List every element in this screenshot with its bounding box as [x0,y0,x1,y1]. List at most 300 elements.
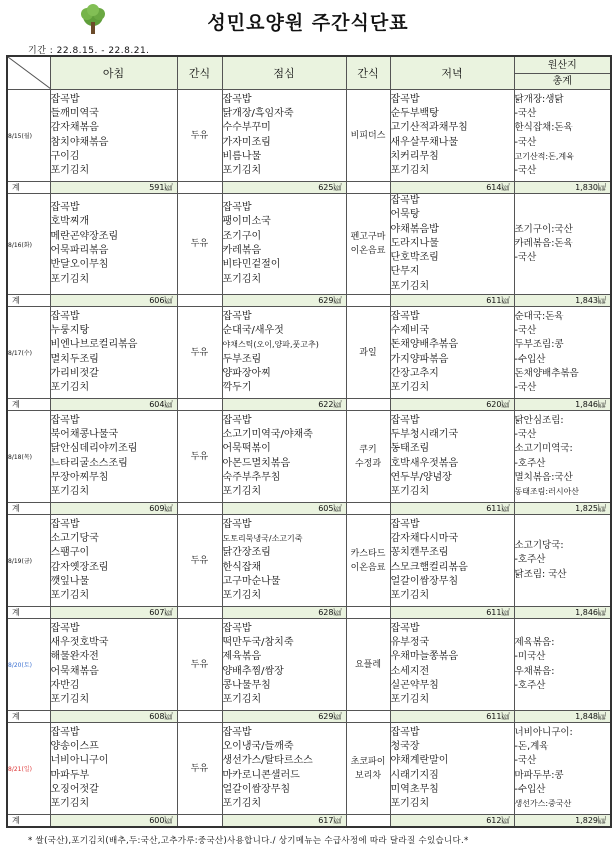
snack2 [346,90,390,182]
breakfast-menu [50,411,177,503]
origin-info [514,619,611,711]
breakfast-menu-item: 포기김치 [50,798,90,810]
lunch-menu-item: 포기김치 [222,798,262,810]
dinner-kcal: 620㎉ [390,399,514,411]
dinner-menu-item: 잡곡밥 [390,93,420,105]
origin-info-item: -호주산 [514,679,546,691]
day-row [7,411,611,503]
lunch-kcal: 629㎉ [222,711,346,723]
dinner-menu-item: 동태조림 [390,443,430,455]
breakfast-menu-item: 잡곡밥 [50,726,80,738]
snack2-line: 보리차 [354,770,382,781]
snack2-header: 간식 [346,56,390,90]
lunch-kcal: 628㎉ [222,607,346,619]
origin-info-item: 너비아니구이: [514,726,573,738]
dinner-menu-item: 우채마늘쫑볶음 [390,651,459,663]
origin-info-item: -국산 [514,107,537,119]
lunch-menu-item: 가자미조림 [222,136,271,148]
lunch-menu-item: 양파장아찌 [222,367,271,379]
dinner-menu-item: 단호박조림 [390,252,439,264]
breakfast-menu [50,90,177,182]
dinner-menu-item: 시래기지짐 [390,769,439,781]
lunch-menu-item: 조기구이 [222,230,262,242]
breakfast-menu-item: 가리비젓갈 [50,367,99,379]
snack2-line: 수정과 [354,458,382,469]
breakfast-menu-item: 구이김 [50,150,80,162]
breakfast-menu-item: 스팸구이 [50,547,90,559]
origin-info-item: -국산 [514,136,537,148]
dinner-kcal: 614㎉ [390,182,514,194]
dinner-menu-item: 단무지 [390,266,420,278]
kcal-label: 계 [7,399,50,411]
dinner-menu [390,194,514,295]
lunch-menu-item: 잡곡밥 [222,622,252,634]
breakfast-kcal: 606㎉ [50,295,177,307]
lunch-menu-item: 깍두기 [222,382,252,394]
lunch-menu [222,723,346,815]
snack2 [346,619,390,711]
breakfast-menu-item: 들깨미역국 [50,107,99,119]
breakfast-kcal: 591㎉ [50,182,177,194]
snack2 [346,307,390,399]
lunch-menu-item: 잡곡밥 [222,726,252,738]
dinner-menu-item: 실곤약무침 [390,679,439,691]
origin-info-item: -국산 [514,755,537,767]
breakfast-kcal: 600㎉ [50,815,177,828]
lunch-menu-item: 양배추찜/쌈장 [222,665,284,677]
lunch-menu-item: 닭개장/흑임자죽 [222,107,294,119]
snack2 [346,515,390,607]
footer-note: * 쌀(국산),포기김치(배추,두:국산,고추가루:중국산)사용합니다./ 상기메뉴는 수급사정에 따라 달라질 수있습니다.* [28,836,469,846]
lunch-kcal: 617㎉ [222,815,346,828]
dinner-menu-item: 수제비국 [390,324,430,336]
lunch-menu-item: 포기김치 [222,486,262,498]
day-row [7,515,611,607]
lunch-menu-item: 카레볶음 [222,245,262,257]
breakfast-menu-item: 포기김치 [50,273,90,285]
dinner-menu-item: 포기김치 [390,590,430,602]
dinner-menu-item: 순두부백탕 [390,107,439,119]
origin-info-item: -국산 [514,165,537,177]
lunch-menu-item: 생선가스/탈타르소스 [222,755,313,767]
kcal-blank [346,399,390,411]
period: 기간 : 22.8.15. - 22.8.21. [28,46,150,56]
snack1 [177,619,222,711]
kcal-blank [346,295,390,307]
dinner-menu-item: 간장고추지 [390,367,439,379]
breakfast-menu-item: 참치야채볶음 [50,136,109,148]
dinner-menu-item: 스모크햄컬리볶음 [390,561,468,573]
day-row [7,194,611,295]
origin-info-item: -국산 [514,324,537,336]
snack1-header: 간식 [177,56,222,90]
snack1-line: 두유 [190,763,209,774]
dinner-kcal: 611㎉ [390,295,514,307]
origin-info-item: 생선가스:중국산 [514,799,572,809]
origin-info [514,194,611,295]
kcal-label: 계 [7,607,50,619]
dinner-kcal: 612㎉ [390,815,514,828]
origin-header [514,56,611,90]
lunch-menu-item: 고구마순나물 [222,575,281,587]
lunch-menu [222,307,346,399]
origin-info-item: -미국산 [514,651,546,663]
snack2 [346,723,390,815]
lunch-menu-item: 콩나물무침 [222,679,271,691]
snack2-line: 이온음료 [350,246,386,257]
page-title: 성민요양원 주간식단표 [207,12,409,34]
dinner-header: 저녁 [390,56,514,90]
breakfast-menu-item: 어묵파리볶음 [50,245,109,257]
breakfast-menu-item: 반달오이무침 [50,259,109,271]
lunch-menu-item: 팽이미소국 [222,216,271,228]
origin-info-item: 두부조림:콩 [514,339,564,351]
lunch-kcal: 625㎉ [222,182,346,194]
breakfast-kcal: 608㎉ [50,711,177,723]
lunch-menu-item: 비름나물 [222,150,262,162]
snack2 [346,411,390,503]
lunch-menu-item: 제육볶음 [222,651,262,663]
origin-info-item: 소고기당국: [514,540,564,552]
lunch-menu-item: 어묵떡볶이 [222,443,271,455]
origin-info-item: 멸치볶음:국산 [514,471,573,483]
lunch-menu-item: 잡곡밥 [222,202,252,214]
lunch-menu-item: 오이냉국/들깨죽 [222,740,294,752]
lunch-menu-item: 두부조림 [222,353,262,365]
origin-info-item: 카레볶음:돈육 [514,237,573,249]
lunch-menu-item: 도토리묵냉국/소고기죽 [222,533,303,543]
breakfast-menu-item: 감자채볶음 [50,122,99,134]
kcal-row [7,815,611,828]
dinner-menu-item: 연두부/양념장 [390,471,452,483]
kcal-blank [177,607,222,619]
lunch-kcal: 622㎉ [222,399,346,411]
lunch-menu-item: 잡곡밥 [222,518,252,530]
snack1-line: 두유 [190,659,209,670]
snack1-line: 두유 [190,347,209,358]
breakfast-menu-item: 메란곤약장조림 [50,230,119,242]
kcal-row [7,399,611,411]
total-kcal: 1,829㎉ [514,815,611,828]
day-date: 8/16(화) [7,194,50,295]
breakfast-menu-item: 비엔나브로컬리볶음 [50,339,138,351]
snack2-line: 요플레 [354,659,382,670]
kcal-blank [177,399,222,411]
lunch-menu-item: 닭간장조림 [222,547,271,559]
breakfast-menu-item: 잡곡밥 [50,310,80,322]
lunch-kcal: 605㎉ [222,503,346,515]
kcal-label: 계 [7,182,50,194]
breakfast-kcal: 609㎉ [50,503,177,515]
snack2 [346,194,390,295]
dinner-menu-item: 포기김치 [390,165,430,177]
dinner-kcal: 611㎉ [390,711,514,723]
snack1 [177,515,222,607]
origin-info-item: -수입산 [514,783,546,795]
day-date: 8/15(월) [7,90,50,182]
origin-info [514,515,611,607]
dinner-menu-item: 포기김치 [390,486,430,498]
kcal-blank [346,607,390,619]
origin-info-item: 우채볶음: [514,665,555,677]
dinner-menu-item: 꽁치캔무조림 [390,547,449,559]
lunch-menu-item: 잡곡밥 [222,310,252,322]
dinner-menu-item: 포기김치 [390,280,430,292]
kcal-label: 계 [7,815,50,828]
snack1 [177,307,222,399]
origin-info-item: 닭안심조림: [514,414,564,426]
dinner-menu [390,411,514,503]
dinner-menu-item: 호박새우젓볶음 [390,457,459,469]
kcal-row [7,503,611,515]
origin-header-bottom: 총계 [552,75,572,87]
day-date: 8/21(일) [7,723,50,815]
snack2-line: 쿠키 [359,444,377,455]
origin-info-item: 제육볶음: [514,636,555,648]
snack1-line: 두유 [190,239,209,250]
dinner-menu-item: 돈채양배추볶음 [390,339,459,351]
corner-cell [7,56,50,90]
dinner-menu-item: 두부청시래기국 [390,428,459,440]
dinner-menu-item: 청국장 [390,740,420,752]
origin-info-item: 조기구이:국산 [514,223,573,235]
dinner-menu-item: 야채계란말이 [390,755,449,767]
snack1 [177,723,222,815]
origin-info-item: -수입산 [514,353,546,365]
origin-info-item: 돈채양배추볶음 [514,367,579,379]
breakfast-kcal: 607㎉ [50,607,177,619]
kcal-label: 계 [7,295,50,307]
kcal-blank [346,503,390,515]
total-kcal: 1,846㎉ [514,607,611,619]
lunch-menu-item: 잡곡밥 [222,414,252,426]
breakfast-menu-item: 어묵채볶음 [50,665,99,677]
breakfast-menu-item: 무장아찌무침 [50,471,109,483]
total-kcal: 1,825㎉ [514,503,611,515]
day-date: 8/17(수) [7,307,50,399]
breakfast-menu [50,515,177,607]
origin-info-item: 동태조림:러시아산 [514,487,580,497]
breakfast-menu-item: 해물완자전 [50,651,99,663]
breakfast-menu-item: 깻잎나물 [50,575,90,587]
origin-info-item: -국산 [514,428,537,440]
breakfast-menu-item: 포기김치 [50,590,90,602]
lunch-menu [222,90,346,182]
dinner-menu-item: 잡곡밥 [390,310,420,322]
day-date: 8/20(토) [7,619,50,711]
snack1 [177,194,222,295]
lunch-menu-item: 포기김치 [222,694,262,706]
origin-info-item: -국산 [514,382,537,394]
dinner-menu-item: 어묵탕 [390,209,420,221]
breakfast-menu-item: 잡곡밥 [50,202,80,214]
total-kcal: 1,846㎉ [514,399,611,411]
lunch-menu-item: 포기김치 [222,165,262,177]
breakfast-menu-item: 느타리굴소스조림 [50,457,128,469]
breakfast-menu-item: 포기김치 [50,165,90,177]
origin-info-item: 마파두부:콩 [514,769,564,781]
dinner-menu-item: 유부정국 [390,636,430,648]
header [0,0,616,42]
breakfast-menu-item: 잡곡밥 [50,518,80,530]
origin-info [514,411,611,503]
snack1 [177,90,222,182]
dinner-menu [390,619,514,711]
dinner-menu-item: 포기김치 [390,694,430,706]
dinner-menu-item: 감자채다시마국 [390,532,459,544]
total-kcal: 1,830㎉ [514,182,611,194]
dinner-menu-item: 얼갈이쌈장무침 [390,575,459,587]
breakfast-menu-item: 잡곡밥 [50,93,80,105]
origin-info [514,307,611,399]
origin-header-top: 원산지 [515,58,611,74]
day-row [7,307,611,399]
breakfast-header: 아침 [50,56,177,90]
total-kcal: 1,843㎉ [514,295,611,307]
day-row [7,723,611,815]
lunch-menu [222,619,346,711]
kcal-blank [346,815,390,828]
lunch-menu-item: 순대국/새우젓 [222,324,284,336]
dinner-kcal: 611㎉ [390,503,514,515]
origin-info [514,90,611,182]
kcal-blank [177,503,222,515]
lunch-menu-item: 잡곡밥 [222,93,252,105]
lunch-menu-item: 포기김치 [222,590,262,602]
snack2-line: 초코파이 [350,756,386,767]
lunch-menu-item: 소고기미역국/야채죽 [222,428,313,440]
breakfast-menu [50,723,177,815]
lunch-menu-item: 마카로니콘샐러드 [222,769,300,781]
breakfast-menu-item: 포기김치 [50,382,90,394]
diagonal-line [8,57,51,89]
snack1-line: 두유 [190,555,209,566]
dinner-menu-item: 도라지나물 [390,237,439,249]
breakfast-menu-item: 포기김치 [50,486,90,498]
dinner-menu-item: 잡곡밥 [390,726,420,738]
snack2-line: 펜고구마 [350,232,386,243]
breakfast-menu-item: 양송이스프 [50,740,99,752]
origin-info-item: -돈,계육 [514,740,549,752]
lunch-menu [222,515,346,607]
lunch-menu-item: 포기김치 [222,273,262,285]
origin-info-item: -국산 [514,252,537,264]
snack1-line: 두유 [190,130,209,141]
origin-info-item: 닭조림: 국산 [514,568,567,580]
dinner-menu-item: 야채볶음밥 [390,223,439,235]
lunch-menu-item: 얼갈이쌈장무침 [222,783,291,795]
dinner-menu-item: 미역초무침 [390,783,439,795]
kcal-row [7,711,611,723]
dinner-menu-item: 가지양파볶음 [390,353,449,365]
breakfast-menu [50,194,177,295]
dinner-menu-item: 포기김치 [390,798,430,810]
lunch-menu [222,411,346,503]
snack2-line: 과일 [359,347,377,358]
snack1 [177,411,222,503]
breakfast-menu-item: 포기김치 [50,694,90,706]
kcal-label: 계 [7,503,50,515]
kcal-row [7,607,611,619]
breakfast-menu-item: 새우젓호박국 [50,636,109,648]
origin-info-item: 고기산적:돈,계육 [514,151,574,161]
kcal-label: 계 [7,711,50,723]
dinner-menu-item: 새우살무채나물 [390,136,459,148]
lunch-menu-item: 아몬드멸치볶음 [222,457,291,469]
dinner-menu [390,90,514,182]
breakfast-menu-item: 멸치두조림 [50,353,99,365]
breakfast-menu-item: 마파두부 [50,769,90,781]
origin-info-item: 순대국:돈육 [514,310,564,322]
total-kcal: 1,848㎉ [514,711,611,723]
breakfast-kcal: 604㎉ [50,399,177,411]
day-row [7,90,611,182]
lunch-menu [222,194,346,295]
snack2-line: 카스타드 [350,548,386,559]
header-row [7,56,611,90]
origin-info-item: -호주산 [514,457,546,469]
breakfast-menu-item: 자반김 [50,679,80,691]
lunch-menu-item: 수수부꾸미 [222,122,271,134]
dinner-kcal: 611㎉ [390,607,514,619]
kcal-blank [346,182,390,194]
breakfast-menu-item: 닭안심데리야끼조림 [50,443,138,455]
kcal-blank [177,295,222,307]
breakfast-menu-item: 너비아니구이 [50,755,109,767]
day-row [7,619,611,711]
dinner-menu [390,515,514,607]
dinner-menu-item: 잡곡밥 [390,414,420,426]
day-date: 8/19(금) [7,515,50,607]
kcal-row [7,295,611,307]
dinner-menu-item: 잡곡밥 [390,622,420,634]
kcal-blank [346,711,390,723]
breakfast-menu [50,307,177,399]
kcal-blank [177,182,222,194]
origin-info-item: 소고기미역국: [514,443,573,455]
menu-body [7,90,611,828]
breakfast-menu-item: 오징어젓갈 [50,783,99,795]
lunch-menu-item: 떡만두국/참치죽 [222,636,294,648]
snack1-line: 두유 [190,451,209,462]
breakfast-menu [50,619,177,711]
origin-info-item: -호주산 [514,554,546,566]
breakfast-menu-item: 감자옛장조림 [50,561,109,573]
menu-table [6,55,612,828]
breakfast-menu-item: 잡곡밥 [50,622,80,634]
breakfast-menu-item: 잡곡밥 [50,414,80,426]
snack2-line: 비피더스 [350,130,386,141]
breakfast-menu-item: 소고기당국 [50,532,99,544]
kcal-blank [177,711,222,723]
day-date: 8/18(목) [7,411,50,503]
dinner-menu-item: 포기김치 [390,382,430,394]
dinner-menu-item: 고기산적과채무침 [390,122,468,134]
breakfast-menu-item: 호박찌개 [50,216,90,228]
origin-info-item: 닭개장:생닭 [514,93,564,105]
lunch-menu-item: 야채스틱(오이,양파,풋고추) [222,340,319,350]
dinner-menu-item: 치커리무침 [390,150,439,162]
lunch-menu-item: 한식잡채 [222,561,262,573]
kcal-row [7,182,611,194]
lunch-menu-item: 비타민겉절이 [222,259,281,271]
lunch-header: 점심 [222,56,346,90]
dinner-menu [390,307,514,399]
breakfast-menu-item: 북어채콩나물국 [50,428,119,440]
dinner-menu-item: 잡곡밥 [390,518,420,530]
breakfast-menu-item: 누룽지탕 [50,324,90,336]
origin-info [514,723,611,815]
